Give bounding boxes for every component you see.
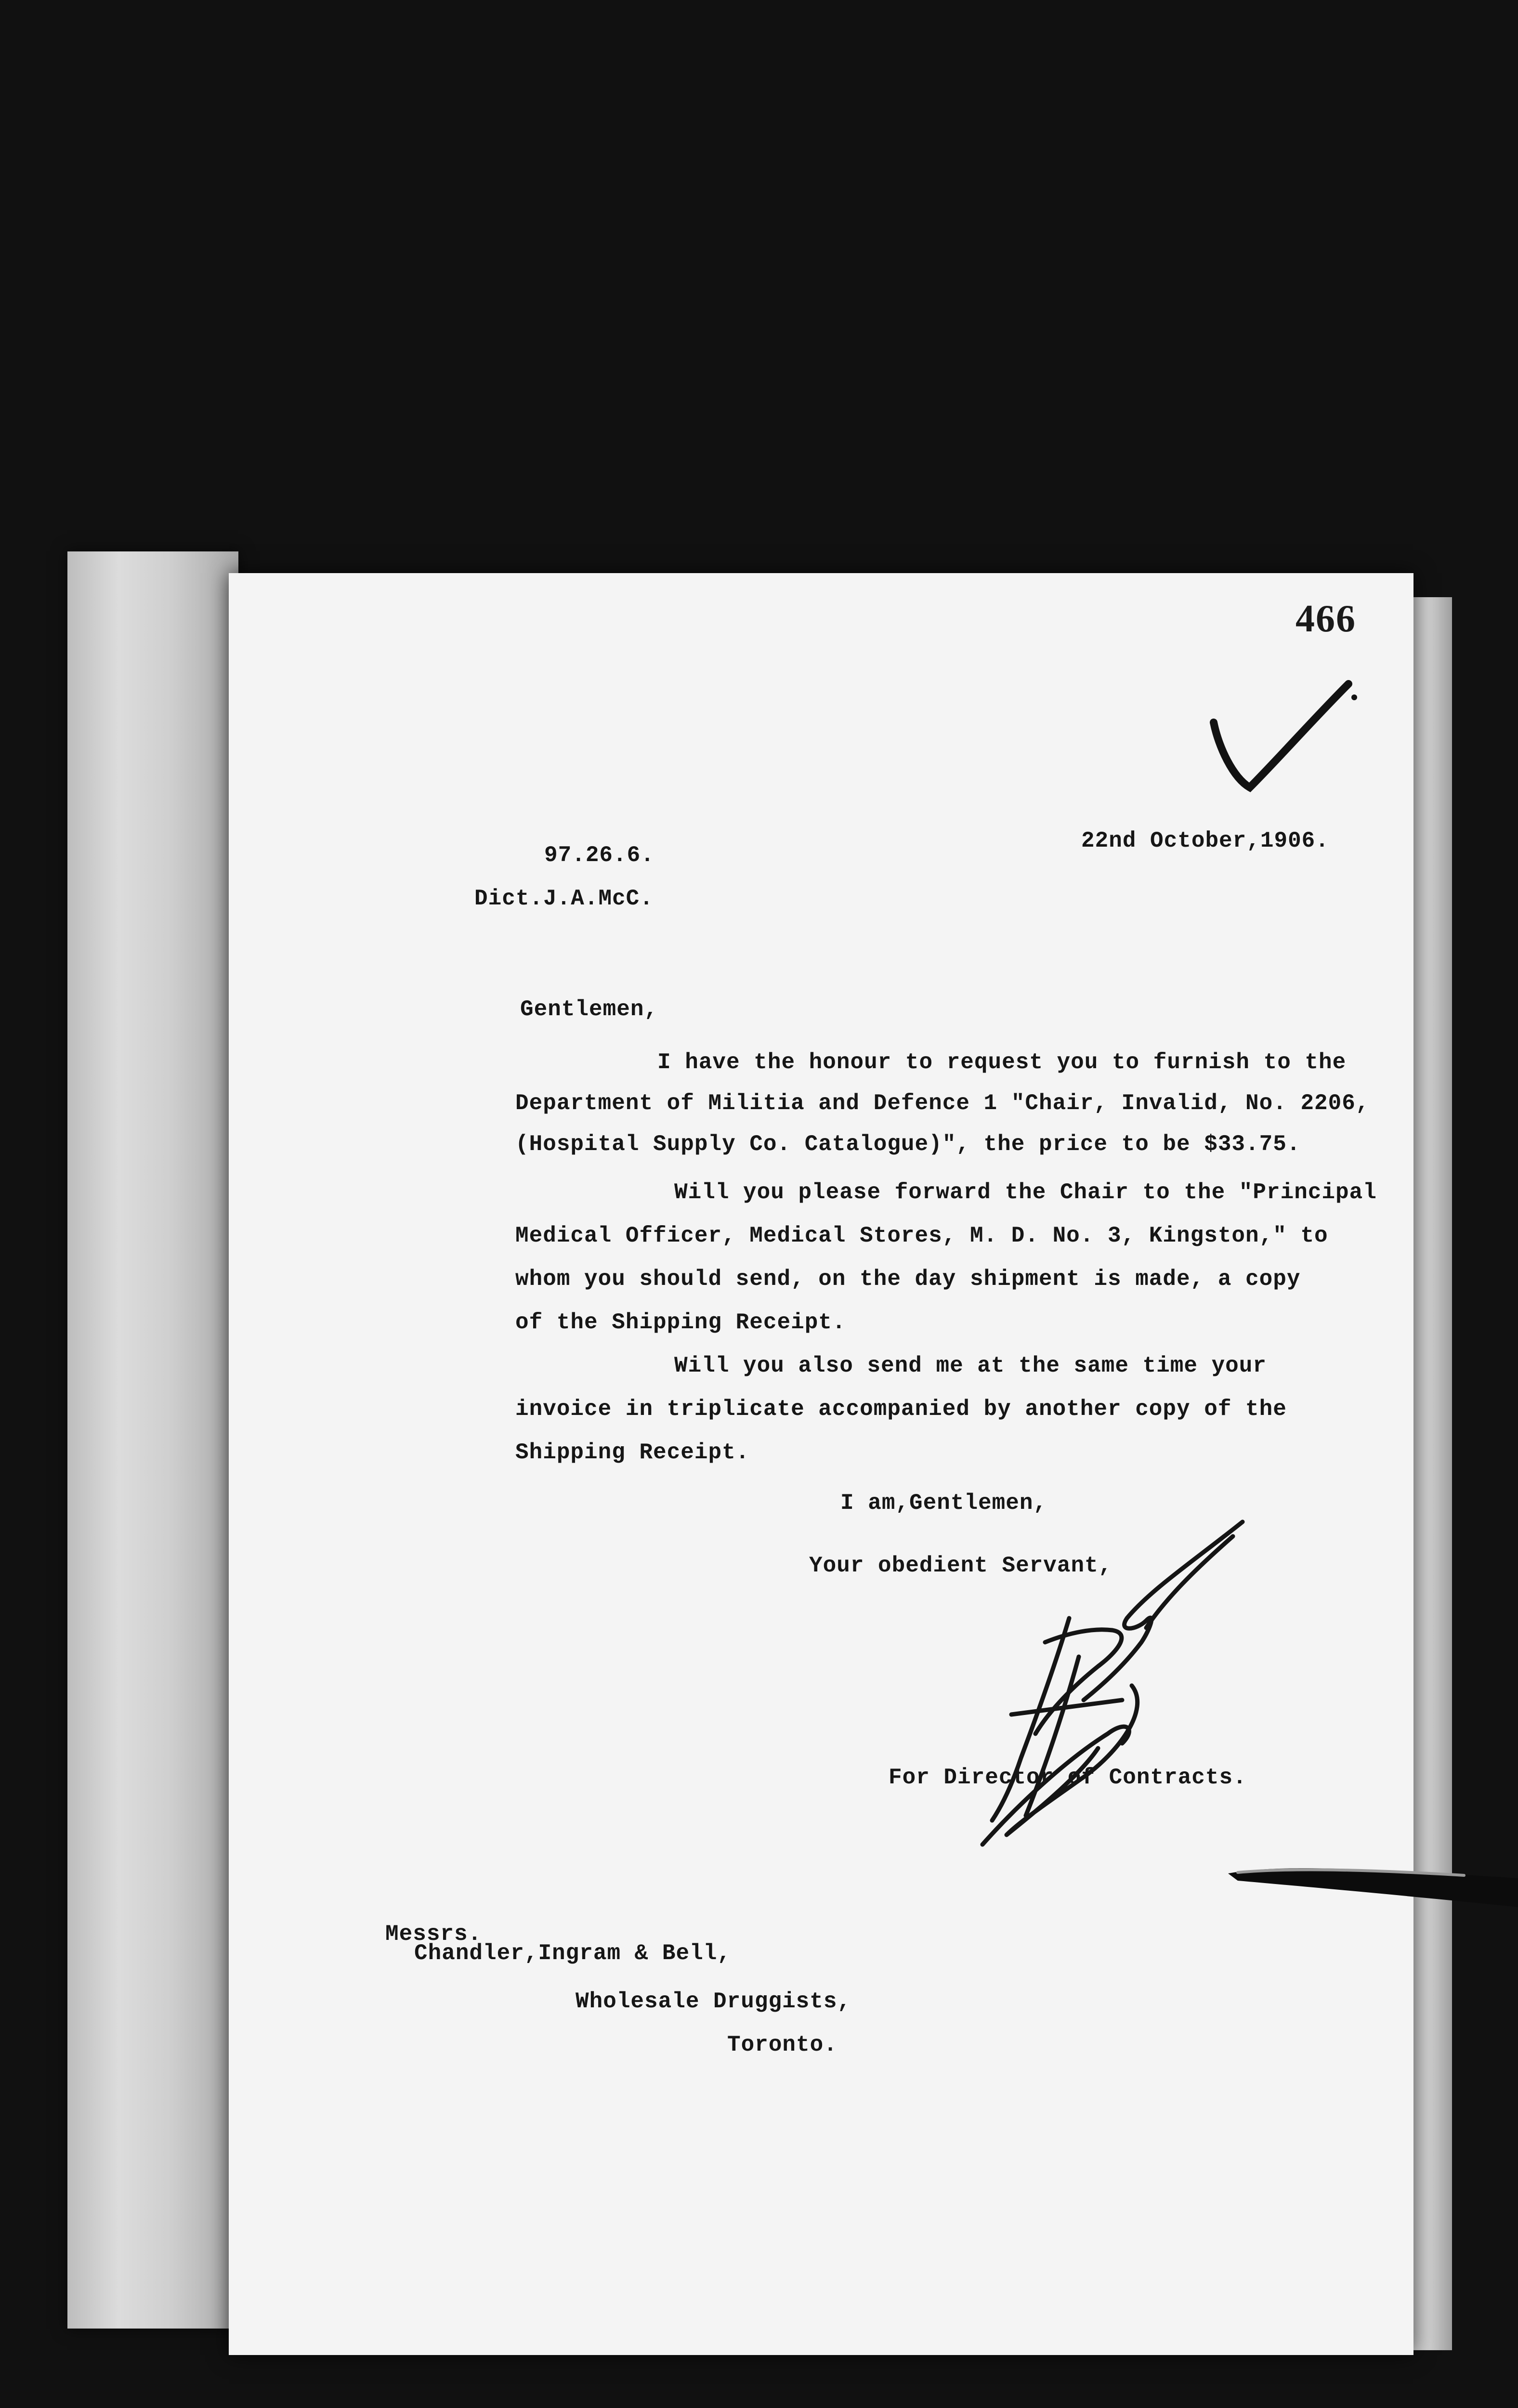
page-number: 466 [1296,598,1356,640]
body-line-5: Medical Officer, Medical Stores, M. D. No. 3, Kingston," to [515,1223,1328,1248]
address-line-2: Chandler,Ingram & Bell, [414,1941,731,1966]
body-line-8: Will you also send me at the same time your [674,1353,1267,1378]
body-line-3: (Hospital Supply Co. Catalogue)", the price to be $33.75. [515,1132,1301,1157]
body-line-9: invoice in triplicate accompanied by another copy of the [515,1397,1287,1422]
body-line-7: of the Shipping Receipt. [515,1310,846,1335]
dictation-initials: Dict.J.A.McC. [474,886,654,911]
address-line-3: Wholesale Druggists, [576,1989,851,2014]
closing-line-2: Your obedient Servant, [809,1553,1112,1578]
handwritten-signature [925,1507,1271,1854]
pen-pointer [1223,1859,1518,1912]
body-line-10: Shipping Receipt. [515,1440,750,1465]
body-line-1: I have the honour to request you to furnish to the [657,1050,1347,1075]
file-reference: 97.26.6. [544,843,654,868]
left-blank-leaf [67,551,238,2329]
closing-line-1: I am,Gentlemen, [840,1491,1047,1516]
address-line-1: Messrs. [385,1922,482,1947]
body-line-6: whom you should send, on the day shipment is made, a copy [515,1267,1301,1292]
letter-date: 22nd October,1906. [1081,828,1329,853]
salutation: Gentlemen, [520,997,658,1022]
checkmark-icon [1204,674,1363,799]
body-line-4: Will you please forward the Chair to the "Principal [674,1180,1377,1205]
address-line-4: Toronto. [727,2032,838,2057]
body-line-2: Department of Militia and Defence 1 "Chair, Invalid, No. 2206, [515,1091,1370,1116]
signatory-title: For Director of Contracts. [889,1765,1247,1790]
